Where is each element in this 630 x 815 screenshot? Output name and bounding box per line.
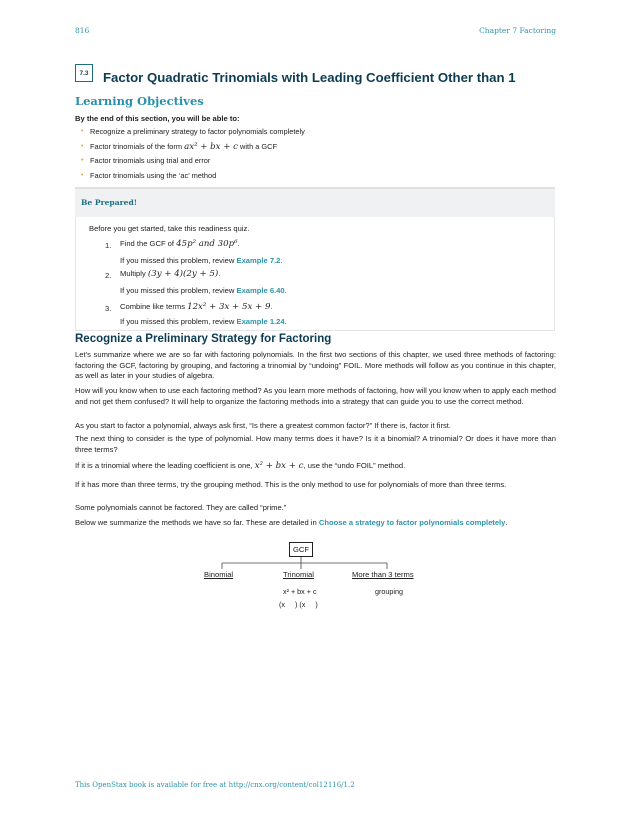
quiz-intro: Before you get started, take this readiness quiz. xyxy=(89,224,250,233)
be-prepared-label: Be Prepared! xyxy=(81,198,138,207)
section-title: Factor Quadratic Trinomials with Leading Coefficient Other than 1 xyxy=(103,70,516,85)
paragraph: How will you know when to use each factoring method? As you learn more methods of factoring, how will you know when to apply each method and not get them confused? It will help to organize the factoring methods into a strategy that can guide you to use the correct method. xyxy=(75,386,556,406)
objective-text: Factor trinomials using trial and error xyxy=(90,156,211,165)
paragraph: If it has more than three terms, try the grouping method. This is the only method to use for polynomials of more than three terms. xyxy=(75,480,507,489)
paragraph: Let’s summarize where we are so far with factoring polynomials. In the first two sections of this chapter, we used three methods of factoring: factoring the GCF, factoring by grouping, and factoring a trinomial by “undoing” FOIL. More methods will follow as you continue in this chapter, as well as later in your studies of algebra. xyxy=(75,350,556,381)
paragraph: The next thing to consider is the type of polynomial. How many terms does it have? Is it a binomial? A trinomial? Or does it have more than three terms? xyxy=(75,434,556,454)
quiz-question-text: Find the GCF of xyxy=(120,239,175,248)
review-text: If you missed this problem, review xyxy=(120,317,235,326)
quiz-number: 1. xyxy=(105,241,112,250)
list-item xyxy=(81,171,305,186)
objectives-heading: Learning Objectives xyxy=(75,94,204,108)
review-text: If you missed this problem, review xyxy=(120,256,235,265)
list-item xyxy=(81,142,305,157)
math-expression: ax² + bx + c xyxy=(184,141,238,152)
objectives-intro: By the end of this section, you will be able to: xyxy=(75,114,240,123)
bullet-icon: • xyxy=(81,142,84,150)
math-expression: (3y + 4)(2y + 5) xyxy=(147,269,219,279)
math-expression: x² + bx + c xyxy=(254,461,304,471)
example-link[interactable]: Example 7.2 xyxy=(236,256,281,265)
math-expression: 12x² + 3x + 5x + 9 xyxy=(187,302,271,312)
section-number-badge: 7.3 xyxy=(75,64,93,82)
diagram-trinomial-form: x² + bx + c xyxy=(283,587,317,596)
quiz-question: Combine like terms 12x² + 3x + 5x + 9. xyxy=(120,302,273,312)
chapter-title: Chapter 7 Factoring xyxy=(479,26,556,35)
quiz-number: 3. xyxy=(105,304,112,313)
bullet-icon: • xyxy=(81,157,84,164)
diagram-binomial-label: Binomial xyxy=(204,570,234,579)
objectives-list xyxy=(81,127,305,185)
quiz-question-text: Multiply xyxy=(120,269,146,278)
paragraph: As you start to factor a polynomial, always ask first, “Is there a greatest common factor?” If there is, factor it first. xyxy=(75,421,452,430)
strategy-link[interactable]: Choose a strategy to factor polynomials completely xyxy=(318,518,506,527)
diagram-more-terms-label: More than 3 terms xyxy=(352,570,414,579)
objective-text: Factor trinomials of the form xyxy=(90,141,183,151)
paragraph-text: Below we summarize the methods we have so far. These are detailed in xyxy=(75,518,317,527)
bullet-icon: • xyxy=(81,171,84,179)
objective-text: Factor trinomials using the ‘ac’ method xyxy=(90,170,217,180)
footer-note: This OpenStax book is available for free at http://cnx.org/content/col12116/1.2 xyxy=(75,781,355,789)
paragraph xyxy=(75,518,556,529)
paragraph-text: If it is a trinomial where the leading coefficient is one, xyxy=(75,461,253,470)
math-expression: 45p² and 30p⁶ xyxy=(176,239,238,249)
bullet-icon: • xyxy=(81,128,84,135)
paragraph: Some polynomials cannot be factored. They are called “prime.” xyxy=(75,503,287,512)
objective-text: Recognize a preliminary strategy to factor polynomials completely xyxy=(90,127,305,136)
diagram-root-gcf: GCF xyxy=(289,542,313,557)
quiz-question: Multiply (3y + 4)(2y + 5). xyxy=(120,269,221,279)
objective-text: with a GCF xyxy=(240,141,278,151)
example-link[interactable]: Example 6.40 xyxy=(236,286,285,295)
list-item xyxy=(81,156,305,171)
diagram-trinomial-label: Trinomial xyxy=(283,570,314,579)
quiz-question-text: Combine like terms xyxy=(120,302,185,311)
review-text: If you missed this problem, review xyxy=(120,286,235,295)
list-item xyxy=(81,127,305,142)
section-heading: Recognize a Preliminary Strategy for Factoring xyxy=(75,333,332,345)
quiz-review-note: If you missed this problem, review Example 1.24. xyxy=(120,317,287,326)
be-prepared-header xyxy=(75,187,555,217)
quiz-review-note: If you missed this problem, review Example 7.2. xyxy=(120,256,283,265)
diagram-grouping-method: grouping xyxy=(375,587,403,596)
paragraph-text: . xyxy=(505,518,508,527)
page-number: 816 xyxy=(75,26,90,35)
paragraph xyxy=(75,461,556,472)
diagram-trinomial-factors: (x ) (x ) xyxy=(279,600,318,609)
quiz-number: 2. xyxy=(105,271,112,280)
quiz-review-note: If you missed this problem, review Example 6.40. xyxy=(120,286,287,295)
example-link[interactable]: Example 1.24 xyxy=(236,317,285,326)
quiz-question: Find the GCF of 45p² and 30p⁶. xyxy=(120,239,240,249)
paragraph-text: , use the “undo FOIL” method. xyxy=(303,461,406,470)
